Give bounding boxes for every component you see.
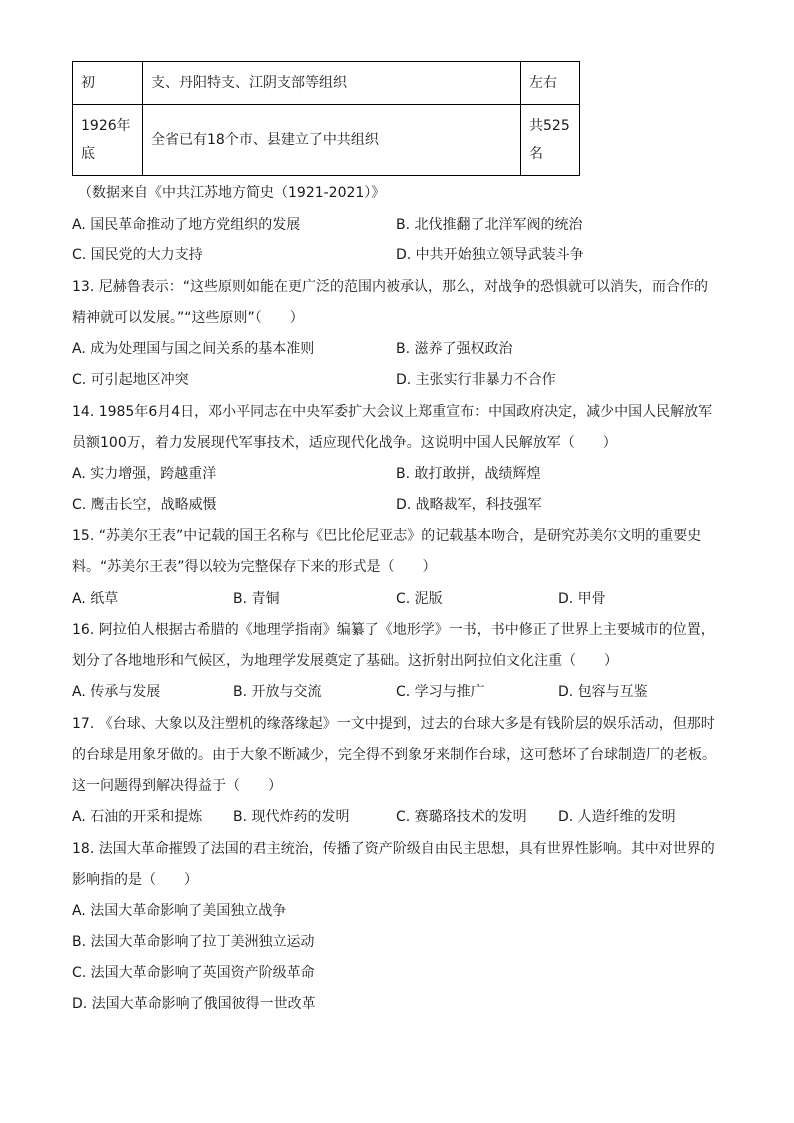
table-row	[73, 62, 580, 105]
option-c: C. 可引起地区冲突	[72, 372, 189, 388]
option-b: B. 滋养了强权政治	[396, 341, 513, 357]
question-18-line-2: 影响指的是（ ）	[72, 872, 198, 888]
option-a: A. 国民革命推动了地方党组织的发展	[72, 217, 301, 233]
option-d: D. 人造纤维的发明	[558, 809, 676, 825]
data-table	[72, 61, 580, 176]
question-15-line-2: 料。“苏美尔王表”得以较为完整保存下来的形式是（ ）	[72, 559, 437, 575]
option-d: D. 包容与互鉴	[558, 684, 648, 700]
option-a: A. 纸草	[72, 591, 119, 607]
option-a: A. 实力增强，跨越重洋	[72, 466, 217, 482]
option-d: D. 法国大革命影响了俄国彼得一世改革	[72, 996, 316, 1012]
question-18-line-1: 18. 法国大革命摧毁了法国的君主统治，传播了资产阶级自由民主思想，具有世界性影响。其中对世界的	[72, 841, 715, 857]
question-17-line-3: 这一问题得到解决得益于（ ）	[72, 778, 282, 794]
option-a: A. 石油的开采和提炼	[72, 809, 203, 825]
option-b: B. 法国大革命影响了拉丁美洲独立运动	[72, 934, 315, 950]
table-cell: 1926年底	[73, 105, 143, 176]
option-a: A. 法国大革命影响了美国独立战争	[72, 903, 287, 919]
table-cell: 支、丹阳特支、江阴支部等组织	[143, 62, 521, 105]
table-cell: 全省已有18个市、县建立了中共组织	[143, 105, 521, 176]
option-a: A. 成为处理国与国之间关系的基本准则	[72, 341, 315, 357]
option-b: B. 青铜	[233, 591, 280, 607]
option-c: C. 法国大革命影响了英国资产阶级革命	[72, 965, 315, 981]
option-c: C. 赛璐珞技术的发明	[396, 809, 527, 825]
table-cell: 初	[73, 62, 143, 105]
question-16-line-2: 划分了各地地形和气候区，为地理学发展奠定了基础。这折射出阿拉伯文化注重（ ）	[72, 653, 618, 669]
option-b: B. 现代炸药的发明	[233, 809, 350, 825]
question-14-line-1: 14. 1985年6月4日，邓小平同志在中央军委扩大会议上郑重宣布：中国政府决定，减少中国人民解放军	[72, 404, 713, 420]
option-a: A. 传承与发展	[72, 684, 161, 700]
option-c: C. 学习与推广	[396, 684, 485, 700]
table-cell: 共525名	[521, 105, 580, 176]
table-row	[73, 105, 580, 176]
question-17-line-2: 的台球是用象牙做的。由于大象不断减少，完全得不到象牙来制作台球，这可愁坏了台球制造厂的老板。	[72, 747, 716, 763]
option-d: D. 战略裁军，科技强军	[396, 497, 542, 513]
question-17-line-1: 17. 《台球、大象以及注塑机的缘落缘起》一文中提到，过去的台球大多是有钱阶层的娱乐活动，但那时	[72, 716, 715, 732]
question-13-line-1: 13. 尼赫鲁表示：“这些原则如能在更广泛的范围内被承认，那么，对战争的恐惧就可以消失，而合作的	[72, 279, 708, 295]
option-d: D. 甲骨	[558, 591, 606, 607]
question-16-line-1: 16. 阿拉伯人根据古希腊的《地理学指南》编纂了《地形学》一书，书中修正了世界上主要城市的位置，	[72, 622, 715, 638]
question-15-line-1: 15. “苏美尔王表”中记载的国王名称与《巴比伦尼亚志》的记载基本吻合，是研究苏美尔文明的重要史	[72, 528, 702, 544]
option-b: B. 北伐推翻了北洋军阀的统治	[396, 217, 583, 233]
option-d: D. 主张实行非暴力不合作	[396, 372, 556, 388]
option-b: B. 开放与交流	[233, 684, 322, 700]
option-d: D. 中共开始独立领导武装斗争	[396, 247, 584, 263]
option-b: B. 敢打敢拼，战绩辉煌	[396, 466, 541, 482]
source-note: （数据来自《中共江苏地方简史（1921-2021）》	[78, 185, 386, 201]
option-c: C. 国民党的大力支持	[72, 247, 203, 263]
question-13-line-2: 精神就可以发展。”“这些原则”（ ）	[72, 310, 304, 326]
option-c: C. 泥版	[396, 591, 443, 607]
question-14-line-2: 员额100万，着力发展现代军事技术，适应现代化战争。这说明中国人民解放军（ ）	[72, 435, 617, 451]
table-cell: 左右	[521, 62, 580, 105]
option-c: C. 鹰击长空，战略威慑	[72, 497, 217, 513]
